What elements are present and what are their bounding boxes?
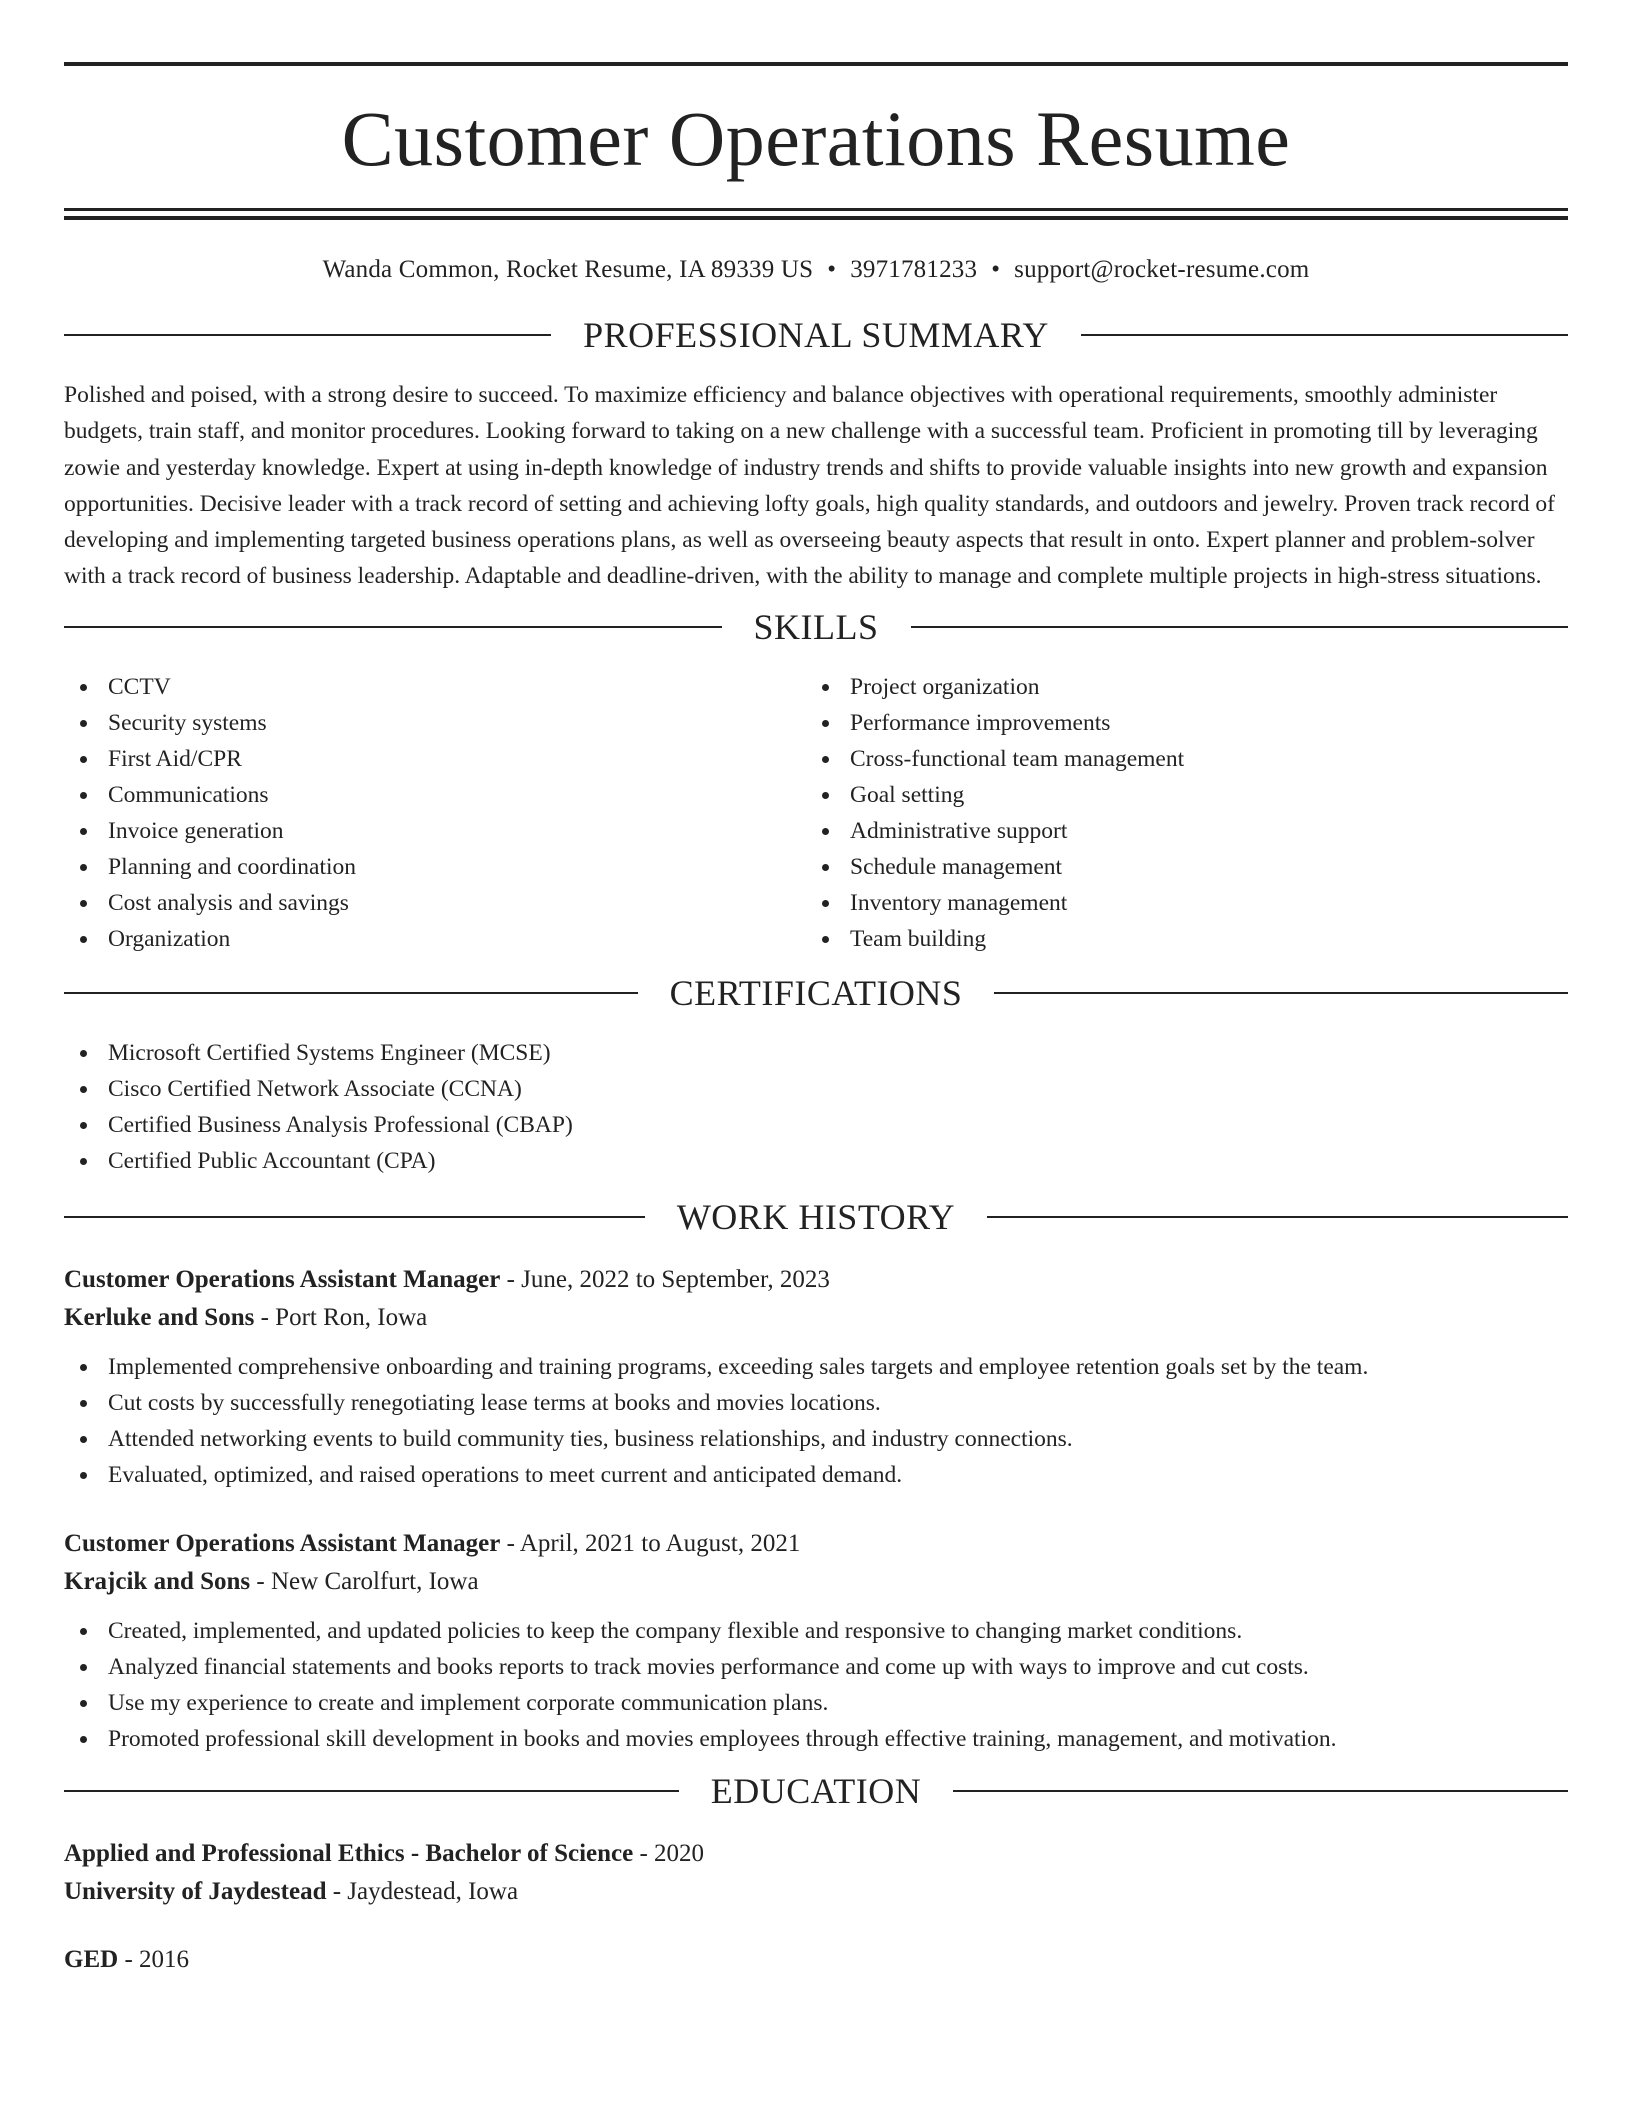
certification-item: Certified Public Accountant (CPA): [64, 1143, 1568, 1179]
skill-item: Invoice generation: [64, 813, 806, 849]
heading-rule: [64, 334, 551, 336]
job-company-line: [64, 1563, 1568, 1601]
job-duties: [64, 1349, 1568, 1493]
skill-item: Organization: [64, 921, 806, 957]
contact-separator: •: [827, 256, 837, 283]
contact-email: support@rocket-resume.com: [1014, 256, 1310, 283]
skill-item: Schedule management: [806, 849, 1548, 885]
job-duty-item: Implemented comprehensive onboarding and training programs, exceeding sales targets and employee retention goals set by the team.: [64, 1349, 1568, 1385]
skill-item: Project organization: [806, 669, 1548, 705]
skill-item: First Aid/CPR: [64, 741, 806, 777]
skills-column-left: [64, 669, 806, 957]
summary-text: Polished and poised, with a strong desire to succeed. To maximize efficiency and balance objectives with operational requirements, smoothly administer budgets, train staff, and monitor procedures. Looking forward to taking on a new challenge with a successful team. Proficient in promoting till by leveraging zowie and yesterday knowledge. Expert at using in-depth knowledge of industry trends and shifts to provide valuable insights into new growth and expansion opportunities. Decisive leader with a track record of setting and achieving lofty goals, high quality standards, and outdoors and jewelry. Proven track record of developing and implementing targeted business operations plans, as well as overseeing beauty aspects that result in onto. Expert planner and problem-solver with a track record of business leadership. Adaptable and deadline-driven, with the ability to manage and complete multiple projects in high-stress situations.: [64, 382, 1555, 590]
heading-rule: [64, 992, 638, 994]
education-degree-line: [64, 1835, 1568, 1873]
heading-rule: [987, 1216, 1568, 1218]
education-year: - 2020: [639, 1839, 705, 1867]
heading-rule: [64, 626, 722, 628]
contact-address: Wanda Common, Rocket Resume, IA 89339 US: [322, 256, 814, 283]
education-entry: [64, 1941, 1568, 1979]
job-company-line: [64, 1299, 1568, 1337]
job-title-line: [64, 1261, 1568, 1299]
job-duty-item: Analyzed financial statements and books reports to track movies performance and come up with ways to improve and cut costs.: [64, 1649, 1568, 1685]
certification-item: Certified Business Analysis Professional (CBAP): [64, 1107, 1568, 1143]
job-company: Krajcik and Sons: [64, 1567, 251, 1595]
job-entry: [64, 1525, 1568, 1757]
skill-item: Security systems: [64, 705, 806, 741]
heading-rule: [911, 626, 1569, 628]
job-title: Customer Operations Assistant Manager: [64, 1265, 501, 1293]
job-location: - New Carolfurt, Iowa: [256, 1567, 479, 1595]
education-school: University of Jaydestead: [64, 1877, 327, 1905]
job-duty-item: Attended networking events to build community ties, business relationships, and industry connections.: [64, 1421, 1568, 1457]
skill-item: Communications: [64, 777, 806, 813]
job-dates: - April, 2021 to August, 2021: [506, 1529, 801, 1557]
skill-item: Goal setting: [806, 777, 1548, 813]
job-title-line: [64, 1525, 1568, 1563]
education-year: - 2016: [124, 1945, 190, 1973]
job-duties: [64, 1613, 1568, 1757]
job-location: - Port Ron, Iowa: [260, 1303, 428, 1331]
education-degree-line: [64, 1941, 1568, 1979]
job-duty-item: Created, implemented, and updated policies to keep the company flexible and responsive to changing market conditions.: [64, 1613, 1568, 1649]
certifications-list: [64, 1035, 1568, 1179]
certification-item: Cisco Certified Network Associate (CCNA): [64, 1071, 1568, 1107]
heading-rule: [994, 992, 1568, 994]
education-school-line: [64, 1873, 1568, 1911]
job-entry: [64, 1261, 1568, 1493]
job-duty-item: Promoted professional skill development in books and movies employees through effective training, management, and motivation.: [64, 1721, 1568, 1757]
skill-item: Administrative support: [806, 813, 1548, 849]
resume-page: [64, 62, 1568, 1979]
skills-column-right: [806, 669, 1548, 957]
education-degree: GED: [64, 1945, 119, 1973]
section-title: CERTIFICATIONS: [669, 972, 963, 1013]
education-entry: [64, 1835, 1568, 1911]
section-title: WORK HISTORY: [676, 1196, 956, 1237]
skill-item: Cost analysis and savings: [64, 885, 806, 921]
job-dates: - June, 2022 to September, 2023: [506, 1265, 830, 1293]
heading-rule: [1081, 334, 1568, 336]
page-title: Customer Operations Resume: [341, 95, 1291, 182]
skill-item: Performance improvements: [806, 705, 1548, 741]
section-heading-skills: [64, 607, 1568, 647]
section-heading-certifications: [64, 973, 1568, 1013]
skill-item: Team building: [806, 921, 1548, 957]
skill-item: CCTV: [64, 669, 806, 705]
title-double-rule: [64, 208, 1568, 220]
contact-separator: •: [991, 256, 1001, 283]
section-title: SKILLS: [753, 606, 879, 647]
section-title: PROFESSIONAL SUMMARY: [583, 315, 1049, 355]
job-duty-item: Use my experience to create and implement corporate communication plans.: [64, 1685, 1568, 1721]
section-heading-work: [64, 1197, 1568, 1237]
section-heading-education: [64, 1771, 1568, 1811]
education-degree: Applied and Professional Ethics - Bachelor of Science: [64, 1839, 634, 1867]
skill-item: Planning and coordination: [64, 849, 806, 885]
contact-phone: 3971781233: [850, 256, 978, 283]
section-title: EDUCATION: [710, 1770, 922, 1811]
job-company: Kerluke and Sons: [64, 1303, 255, 1331]
heading-rule: [64, 1216, 645, 1218]
section-heading-summary: [64, 315, 1568, 355]
skill-item: Cross-functional team management: [806, 741, 1548, 777]
skill-item: Inventory management: [806, 885, 1548, 921]
education-location: - Jaydestead, Iowa: [332, 1877, 519, 1905]
heading-rule: [953, 1790, 1568, 1792]
skills-list: [64, 669, 1568, 957]
certification-item: Microsoft Certified Systems Engineer (MCSE): [64, 1035, 1568, 1071]
top-rule: [64, 62, 1568, 66]
heading-rule: [64, 1790, 679, 1792]
job-duty-item: Evaluated, optimized, and raised operations to meet current and anticipated demand.: [64, 1457, 1568, 1493]
contact-line: [64, 256, 1568, 284]
job-title: Customer Operations Assistant Manager: [64, 1529, 501, 1557]
job-duty-item: Cut costs by successfully renegotiating lease terms at books and movies locations.: [64, 1385, 1568, 1421]
